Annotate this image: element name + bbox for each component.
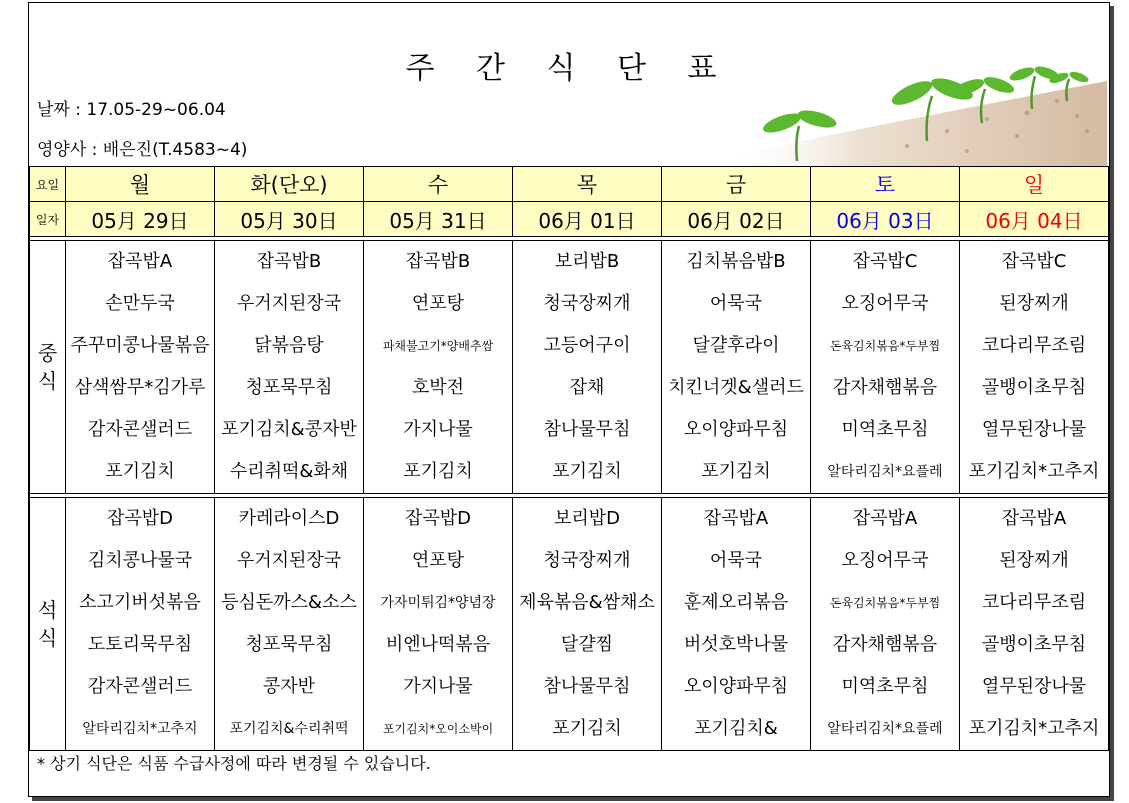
menu-item: 알타리김치*요플레 — [827, 721, 943, 737]
menu-item: 어묵국 — [709, 550, 763, 571]
footnote: * 상기 식단은 식품 수급사정에 따라 변경될 수 있습니다. — [37, 754, 431, 773]
weekly-menu-table — [29, 166, 1109, 751]
menu-item: 잡곡밥B — [256, 251, 322, 272]
menu-item: 어묵국 — [709, 293, 763, 314]
menu-item: 치킨너겟&샐러드 — [668, 377, 804, 398]
menu-item: 감자콘샐러드 — [87, 676, 193, 697]
dinner-day-6 — [960, 498, 1109, 751]
menu-item: 김치볶음밥B — [686, 251, 786, 272]
menu-item: 참나물무침 — [543, 419, 631, 440]
date-wed: 05月 31日 — [364, 202, 513, 237]
menu-item: 감자채햄볶음 — [832, 377, 938, 398]
menu-item: 잡곡밥A — [107, 251, 173, 272]
menu-item: 수리취떡&화채 — [229, 461, 349, 482]
menu-item: 오징어무국 — [841, 293, 929, 314]
menu-item: 골뱅이초무침 — [981, 634, 1087, 655]
menu-item: 미역초무침 — [841, 676, 929, 697]
menu-item: 포기김치*오이소박이 — [382, 722, 494, 736]
menu-item: 오징어무국 — [841, 550, 929, 571]
date-mon: 05月 29日 — [66, 202, 215, 237]
dinner-day-1 — [215, 498, 364, 751]
lunch-day-5 — [811, 241, 960, 494]
day-wed: 수 — [364, 167, 513, 202]
menu-item: 돈육김치볶음*두부찜 — [829, 339, 941, 353]
dinner-day-2 — [364, 498, 513, 751]
menu-item: 도토리묵무침 — [87, 634, 193, 655]
menu-item: 포기김치 — [552, 718, 622, 739]
menu-item: 잡곡밥C — [852, 251, 918, 272]
menu-sheet — [28, 2, 1110, 797]
menu-item: 삼색쌈무*김가루 — [74, 377, 206, 398]
menu-item: 된장찌개 — [999, 293, 1069, 314]
day-tue: 화(단오) — [215, 167, 364, 202]
menu-item: 가자미튀김*양념장 — [380, 595, 496, 611]
day-thu: 목 — [513, 167, 662, 202]
dinner-day-5 — [811, 498, 960, 751]
date-row-label: 일자 — [30, 202, 66, 237]
date-tue: 05月 30日 — [215, 202, 364, 237]
menu-item: 코다리무조림 — [981, 592, 1087, 613]
menu-item: 포기김치 — [552, 461, 622, 482]
menu-item: 포기김치&콩자반 — [221, 419, 357, 440]
menu-item: 보리밥B — [554, 251, 620, 272]
date-range: 날짜 : 17.05-29~06.04 — [37, 100, 226, 120]
day-mon: 월 — [66, 167, 215, 202]
page-title: 주 간 식 단 표 — [405, 51, 733, 86]
day-row — [30, 167, 1109, 202]
menu-item: 주꾸미콩나물볶음 — [70, 335, 210, 356]
menu-item: 알타리김치*고추지 — [82, 721, 198, 737]
menu-item: 연포탕 — [411, 550, 465, 571]
sprout-illustration-icon — [727, 61, 1107, 171]
menu-item: 참나물무침 — [543, 676, 631, 697]
menu-item: 보리밥D — [553, 508, 621, 529]
menu-item: 김치콩나물국 — [87, 550, 193, 571]
date-sat: 06月 03日 — [811, 202, 960, 237]
date-fri: 06月 02日 — [662, 202, 811, 237]
date-sun: 06月 04日 — [960, 202, 1109, 237]
menu-item: 열무된장나물 — [981, 676, 1087, 697]
menu-item: 포기김치 — [105, 461, 175, 482]
lunch-day-2 — [364, 241, 513, 494]
menu-item: 포기김치 — [701, 461, 771, 482]
menu-item: 청국장찌개 — [543, 293, 631, 314]
menu-item: 호박전 — [411, 377, 465, 398]
menu-item: 잡곡밥A — [852, 508, 918, 529]
menu-item: 파채불고기*양배추쌈 — [382, 339, 494, 353]
dinner-day-4 — [662, 498, 811, 751]
menu-item: 등심돈까스&소스 — [221, 592, 357, 613]
menu-item: 청포묵무침 — [245, 634, 333, 655]
menu-item: 잡곡밥D — [106, 508, 174, 529]
dinner-row — [30, 498, 1109, 751]
menu-item: 열무된장나물 — [981, 419, 1087, 440]
lunch-day-1 — [215, 241, 364, 494]
menu-item: 골뱅이초무침 — [981, 377, 1087, 398]
menu-item: 비엔나떡볶음 — [385, 634, 491, 655]
menu-item: 가지나물 — [403, 419, 473, 440]
menu-item: 감자콘샐러드 — [87, 419, 193, 440]
dietitian-info: 영양사 : 배은진(T.4583~4) — [37, 140, 248, 160]
menu-item: 잡곡밥C — [1001, 251, 1067, 272]
menu-item: 우거지된장국 — [236, 293, 342, 314]
lunch-day-4 — [662, 241, 811, 494]
menu-item: 포기김치*고추지 — [968, 461, 1100, 482]
menu-item: 오이양파무침 — [683, 676, 789, 697]
menu-item: 버섯호박나물 — [683, 634, 789, 655]
day-sun: 일 — [960, 167, 1109, 202]
menu-item: 콩자반 — [262, 676, 316, 697]
menu-item: 달걀찜 — [560, 634, 614, 655]
menu-item: 소고기버섯볶음 — [79, 592, 201, 613]
menu-item: 제육볶음&쌈채소 — [519, 592, 655, 613]
menu-item: 고등어구이 — [543, 335, 631, 356]
menu-item: 훈제오리볶음 — [683, 592, 789, 613]
dinner-day-3 — [513, 498, 662, 751]
menu-item: 청포묵무침 — [245, 377, 333, 398]
dinner-label: 석 식 — [30, 498, 66, 751]
menu-item: 포기김치&수리취떡 — [229, 721, 349, 737]
menu-item: 코다리무조림 — [981, 335, 1087, 356]
menu-item: 닭볶음탕 — [254, 335, 324, 356]
day-row-label: 요일 — [30, 167, 66, 202]
menu-item: 카레라이스D — [238, 508, 340, 529]
day-fri: 금 — [662, 167, 811, 202]
menu-item: 된장찌개 — [999, 550, 1069, 571]
menu-item: 감자채햄볶음 — [832, 634, 938, 655]
menu-item: 포기김치*고추지 — [968, 718, 1100, 739]
menu-item: 달걀후라이 — [692, 335, 780, 356]
menu-item: 포기김치 — [403, 461, 473, 482]
lunch-row — [30, 241, 1109, 494]
menu-item: 잡곡밥B — [405, 251, 471, 272]
menu-item: 잡곡밥A — [1001, 508, 1067, 529]
menu-item: 우거지된장국 — [236, 550, 342, 571]
menu-item: 가지나물 — [403, 676, 473, 697]
menu-item: 손만두국 — [105, 293, 175, 314]
lunch-day-0 — [66, 241, 215, 494]
menu-item: 잡채 — [569, 377, 605, 398]
menu-item: 알타리김치*요플레 — [827, 464, 943, 480]
lunch-day-6 — [960, 241, 1109, 494]
dinner-day-0 — [66, 498, 215, 751]
day-sat: 토 — [811, 167, 960, 202]
menu-item: 잡곡밥A — [703, 508, 769, 529]
menu-item: 포기김치& — [694, 718, 778, 739]
menu-item: 잡곡밥D — [404, 508, 472, 529]
date-thu: 06月 01日 — [513, 202, 662, 237]
lunch-label: 중 식 — [30, 241, 66, 494]
menu-item: 청국장찌개 — [543, 550, 631, 571]
date-row — [30, 202, 1109, 237]
menu-item: 미역초무침 — [841, 419, 929, 440]
menu-item: 연포탕 — [411, 293, 465, 314]
menu-item: 오이양파무침 — [683, 419, 789, 440]
menu-item: 돈육김치볶음*두부찜 — [829, 596, 941, 610]
lunch-day-3 — [513, 241, 662, 494]
